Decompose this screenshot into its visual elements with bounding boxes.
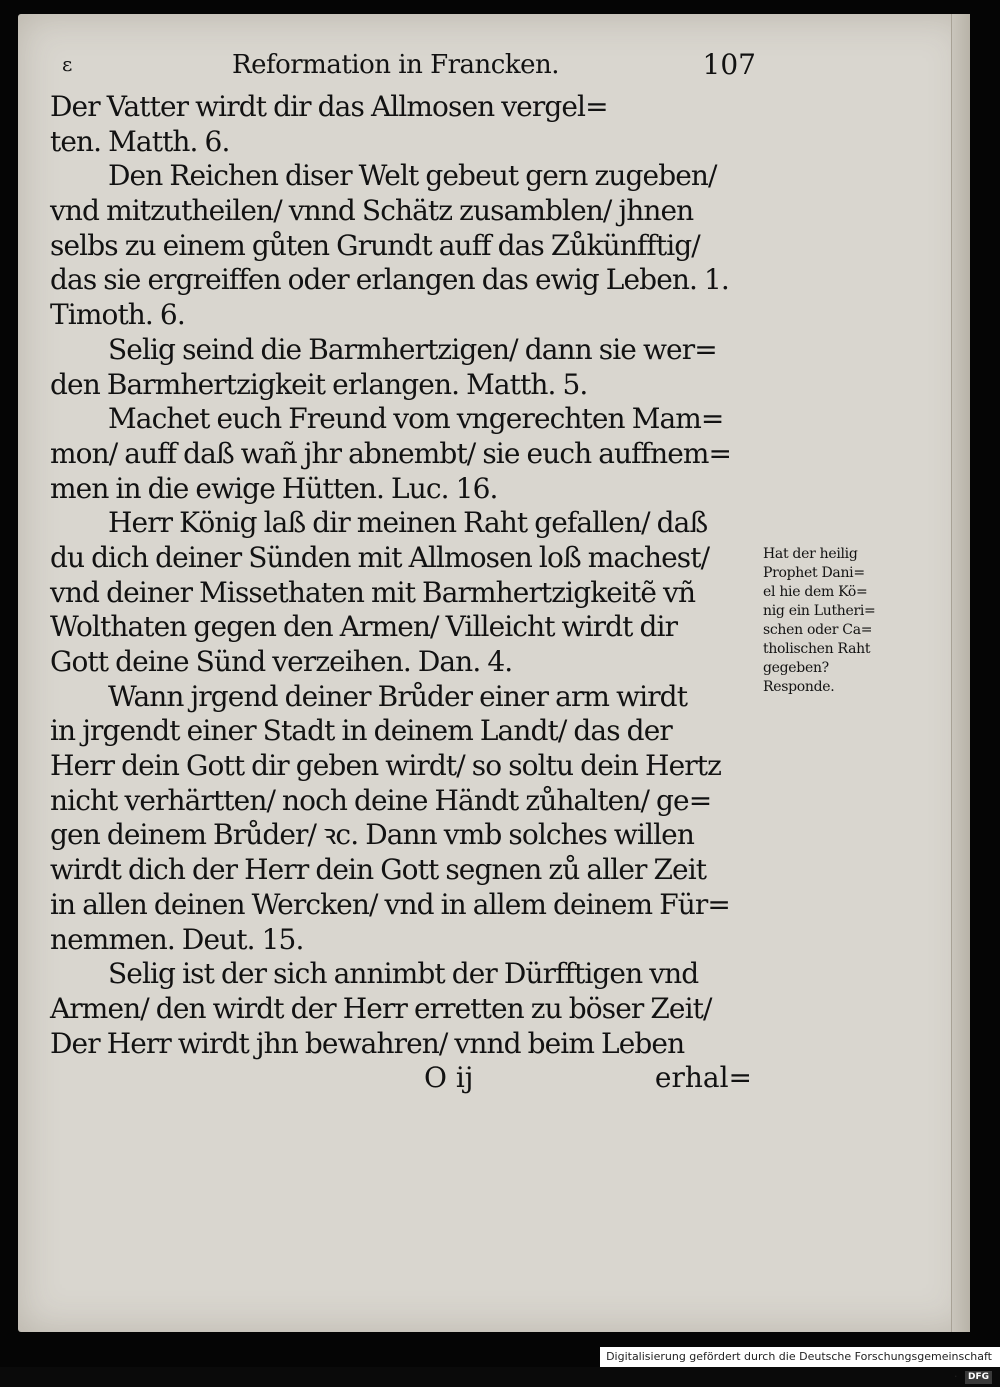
page-header — [50, 46, 756, 90]
margin-note-line: Hat der heilig — [763, 546, 858, 562]
margin-note-line: Responde. — [763, 679, 835, 695]
text-line: selbs zu einem gůten Grundt auff das Zůkünfftig/ — [50, 228, 700, 262]
text-line: Der Herr wirdt jhn bewahren/ vnnd beim Leben — [50, 1026, 685, 1060]
text-line: Timoth. 6. — [50, 298, 185, 332]
text-line: vnd deiner Missethaten mit Barmhertzigkeitẽ vñ — [50, 575, 696, 609]
text-line: Den Reichen diser Welt gebeut gern zugeben/ — [108, 159, 717, 193]
text-line: mon/ auff daß wañ jhr abnembt/ sie euch auffnem= — [50, 436, 732, 470]
text-line: in jrgendt einer Stadt in deinem Landt/ das der — [50, 714, 672, 748]
text-line: Wann jrgend deiner Brůder einer arm wirdt — [108, 679, 688, 713]
body-text — [50, 90, 750, 1061]
margin-note — [763, 545, 913, 697]
margin-note-line: el hie dem Kö= — [763, 584, 868, 600]
text-line: Wolthaten gegen den Armen/ Villeicht wirdt dir — [50, 610, 678, 644]
text-line: du dich deiner Sünden mit Allmosen loß machest/ — [50, 540, 710, 574]
header-mark: ɛ — [62, 52, 73, 76]
running-title: Reformation in Francken. — [232, 50, 560, 80]
text-line: nemmen. Deut. 15. — [50, 922, 304, 956]
text-line: den Barmhertzigkeit erlangen. Matth. 5. — [50, 367, 588, 401]
text-line: nicht verhärtten/ noch deine Händt zůhalten/ ge= — [50, 783, 712, 817]
page-edge — [951, 14, 970, 1332]
text-line: wirdt dich der Herr dein Gott segnen zů aller Zeit — [50, 853, 707, 887]
text-line: Herr dein Gott dir geben wirdt/ so soltu dein Hertz — [50, 749, 721, 783]
margin-note-line: schen oder Ca= — [763, 622, 873, 638]
text-line: Selig ist der sich annimbt der Dürfftigen vnd — [108, 957, 699, 991]
digitization-notice-bar — [600, 1347, 1000, 1383]
text-line: men in die ewige Hütten. Luc. 16. — [50, 471, 498, 505]
text-line: in allen deinen Wercken/ vnd in allem deinem Für= — [50, 887, 730, 921]
text-line: Armen/ den wirdt der Herr erretten zu böser Zeit/ — [50, 991, 712, 1025]
text-line: Selig seind die Barmhertzigen/ dann sie wer= — [108, 332, 717, 366]
catchword: erhal= — [654, 1061, 752, 1095]
main-text-column — [50, 46, 756, 1097]
page-number: 107 — [702, 48, 756, 81]
page-footer — [50, 1061, 750, 1097]
dfg-logo: DFG — [965, 1371, 992, 1384]
text-line: gen deinem Brůder/ ꝛc. Dann vmb solches willen — [50, 818, 694, 852]
text-line: Machet euch Freund vom vngerechten Mam= — [108, 402, 724, 436]
signature-mark: O ij — [424, 1061, 474, 1095]
margin-note-line: gegeben? — [763, 660, 829, 676]
digitization-notice: Digitalisierung gefördert durch die Deutsche Forschungsgemeinschaft — [606, 1350, 992, 1363]
margin-note-line: tholischen Raht — [763, 641, 871, 657]
text-line: vnd mitzutheilen/ vnnd Schätz zusamblen/ jhnen — [50, 194, 694, 228]
text-line: Gott deine Sünd verzeihen. Dan. 4. — [50, 645, 513, 678]
margin-note-line: nig ein Lutheri= — [763, 603, 876, 619]
text-line: das sie ergreiffen oder erlangen das ewig Leben. 1. — [50, 263, 729, 297]
text-line: Der Vatter wirdt dir das Allmosen vergel= — [50, 90, 608, 123]
text-line: ten. Matth. 6. — [50, 124, 230, 158]
text-line: Herr König laß dir meinen Raht gefallen/ daß — [108, 506, 708, 540]
separator: · — [953, 1370, 961, 1383]
margin-note-line: Prophet Dani= — [763, 565, 865, 581]
